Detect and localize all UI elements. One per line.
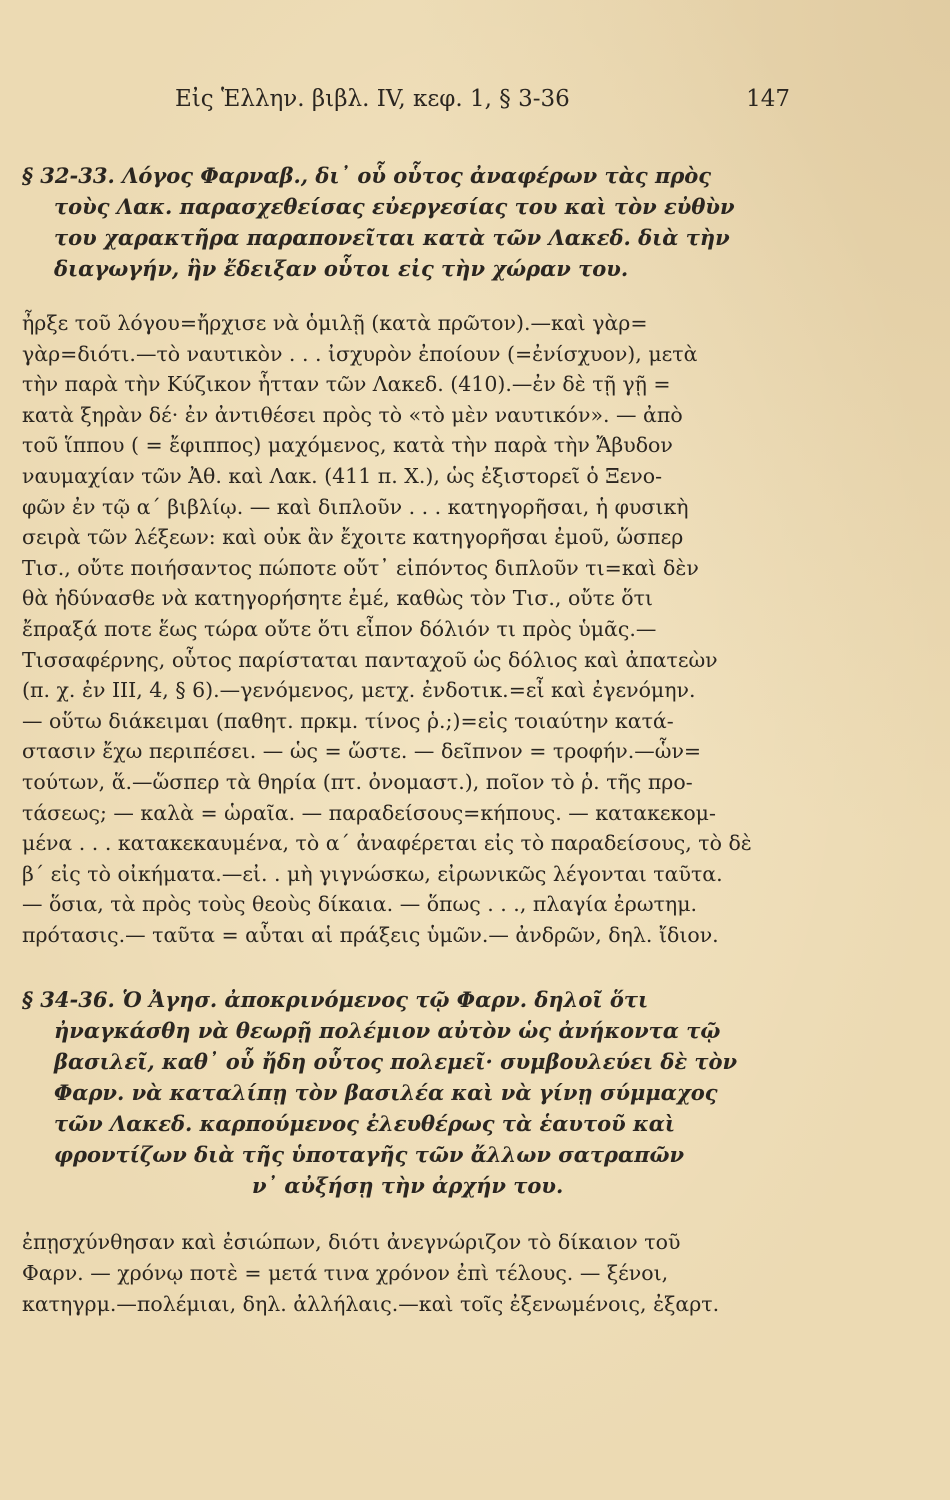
- commentary-line: Φαρν. — χρόνῳ ποτὲ = μετά τινα χρόνον ἐπὶ τέλους. — ξένοι,: [22, 1261, 669, 1286]
- commentary-line: — ὅσια, τὰ πρὸς τοὺς θεοὺς δίκαια. — ὅπως . . ., πλαγία ἐρωτημ.: [22, 892, 698, 917]
- commentary-line: θὰ ἠδύνασθε νὰ κατηγορήσητε ἐμέ, καθὼς τὸν Τισ., οὔτε ὅτι: [22, 586, 653, 611]
- section-commentary: [20, 308, 770, 950]
- summary-line: του χαρακτῆρα παραπονεῖται κατὰ τῶν Λακεδ. διὰ τὴν: [54, 225, 730, 250]
- summary-line: τῶν Λακεδ. καρπούμενος ἐλευθέρως τὰ ἑαυτοῦ καὶ: [54, 1111, 676, 1137]
- commentary-line: ἐπῃσχύνθησαν καὶ ἐσιώπων, διότι ἀνεγνώριζον τὸ δίκαιον τοῦ: [22, 1230, 681, 1255]
- summary-line: διαγωγήν, ἣν ἔδειξαν οὗτοι εἰς τὴν χώραν του.: [54, 256, 629, 281]
- summary-line: ν᾽ αὐξήσῃ τὴν ἀρχήν του.: [252, 1173, 564, 1199]
- summary-line: § 32-33. Λόγος Φαρναβ., δι᾽ οὗ οὗτος ἀναφέρων τὰς πρὸς: [22, 163, 712, 188]
- commentary-line: κατὰ ξηρὰν δέ· ἐν ἀντιθέσει πρὸς τὸ «τὸ μὲν ναυτικόν». — ἀπὸ: [22, 402, 683, 427]
- summary-line: Φαρν. νὰ καταλίπῃ τὸν βασιλέα καὶ νὰ γίνῃ σύμμαχος: [54, 1080, 718, 1106]
- section-commentary: [20, 1227, 770, 1319]
- page-number: 147: [746, 86, 790, 112]
- commentary-line: ἔπραξά ποτε ἕως τώρα οὔτε ὅτι εἶπον δόλιόν τι πρὸς ὑμᾶς.—: [22, 616, 657, 641]
- running-header: [20, 78, 790, 124]
- commentary-line: τοῦ ἵππου ( = ἔφιππος) μαχόμενος, κατὰ τὴν παρὰ τὴν Ἄβυδον: [22, 433, 673, 458]
- summary-line: § 34-36. Ὁ Ἀγησ. ἀποκρινόμενος τῷ Φαρν. δηλοῖ ὅτι: [22, 987, 649, 1013]
- commentary-line: γὰρ=διότι.—τὸ ναυτικὸν . . . ἰσχυρὸν ἐποίουν (=ἐνίσχυον), μετὰ: [22, 341, 698, 366]
- commentary-line: φῶν ἐν τῷ α΄ βιβλίῳ. — καὶ διπλοῦν . . . κατηγορῆσαι, ἡ φυσικὴ: [22, 494, 689, 519]
- commentary-line: στασιν ἔχω περιπέσει. — ὡς = ὥστε. — δεῖπνον = τροφήν.—ὧν=: [22, 739, 702, 764]
- commentary-line: — οὕτω διάκειμαι (παθητ. πρκμ. τίνος ῥ.;)=εἰς τοιαύτην κατά-: [22, 708, 674, 733]
- commentary-line: ἦρξε τοῦ λόγου=ἤρχισε νὰ ὁμιλῇ (κατὰ πρῶτον).—καὶ γὰρ=: [22, 311, 648, 335]
- commentary-line: κατηγρμ.—πολέμιαι, δηλ. ἀλλήλαις.—καὶ τοῖς ἐξενωμένοις, ἐξαρτ.: [22, 1291, 720, 1316]
- commentary-line: τὴν παρὰ τὴν Κύζικον ἧτταν τῶν Λακεδ. (410).—ἐν δὲ τῇ γῇ =: [22, 372, 671, 397]
- summary-line: ἠναγκάσθη νὰ θεωρῇ πολέμιον αὐτὸν ὡς ἀνήκοντα τῷ: [54, 1018, 721, 1044]
- commentary-line: (π. χ. ἐν III, 4, § 6).—γενόμενος, μετχ. ἐνδοτικ.=εἶ καὶ ἐγενόμην.: [22, 678, 696, 703]
- section-summary: [20, 984, 770, 1201]
- section-summary: [20, 160, 770, 284]
- commentary-line: Τισ., οὔτε ποιήσαντος πώποτε οὔτ᾽ εἰπόντος διπλοῦν τι=καὶ δὲν: [22, 555, 699, 580]
- book-page: [20, 78, 790, 1319]
- commentary-line: πρότασις.— ταῦτα = αὗται αἱ πράξεις ὑμῶν.— ἀνδρῶν, δηλ. ἴδιον.: [22, 922, 719, 947]
- commentary-line: τάσεως; — καλὰ = ὡραῖα. — παραδείσους=κήπους. — κατακεκομ-: [22, 800, 716, 825]
- summary-line: τοὺς Λακ. παρασχεθείσας εὐεργεσίας του καὶ τὸν εὐθὺν: [54, 194, 735, 219]
- section-34-36: [20, 984, 770, 1319]
- summary-line: φροντίζων διὰ τῆς ὑποταγῆς τῶν ἄλλων σατραπῶν: [54, 1142, 685, 1168]
- commentary-line: τούτων, ἅ.—ὥσπερ τὰ θηρία (πτ. ὀνομαστ.), ποῖον τὸ ῥ. τῆς προ-: [22, 769, 693, 794]
- commentary-line: ναυμαχίαν τῶν Ἀθ. καὶ Λακ. (411 π. Χ.), ὡς ἐξιστορεῖ ὁ Ξενο-: [22, 463, 663, 488]
- section-32-33: [20, 160, 770, 950]
- commentary-line: β΄ εἰς τὸ οἰκήματα.—εἰ. . μὴ γιγνώσκω, εἰρωνικῶς λέγονται ταῦτα.: [22, 861, 723, 886]
- commentary-line: Τισσαφέρνης, οὗτος παρίσταται πανταχοῦ ὡς δόλιος καὶ ἀπατεὼν: [22, 647, 718, 672]
- commentary-line: μένα . . . κατακεκαυμένα, τὸ α΄ ἀναφέρεται εἰς τὸ παραδείσους, τὸ δὲ: [22, 831, 752, 856]
- commentary-line: σειρὰ τῶν λέξεων: καὶ οὐκ ἂν ἔχοιτε κατηγορῆσαι ἐμοῦ, ὥσπερ: [22, 525, 684, 550]
- summary-line: βασιλεῖ, καθ᾽ οὗ ἤδη οὗτος πολεμεῖ· συμβουλεύει δὲ τὸν: [54, 1049, 738, 1075]
- running-title: Εἰς Ἑλλην. βιβλ. IV, κεφ. 1, § 3-36: [175, 86, 570, 112]
